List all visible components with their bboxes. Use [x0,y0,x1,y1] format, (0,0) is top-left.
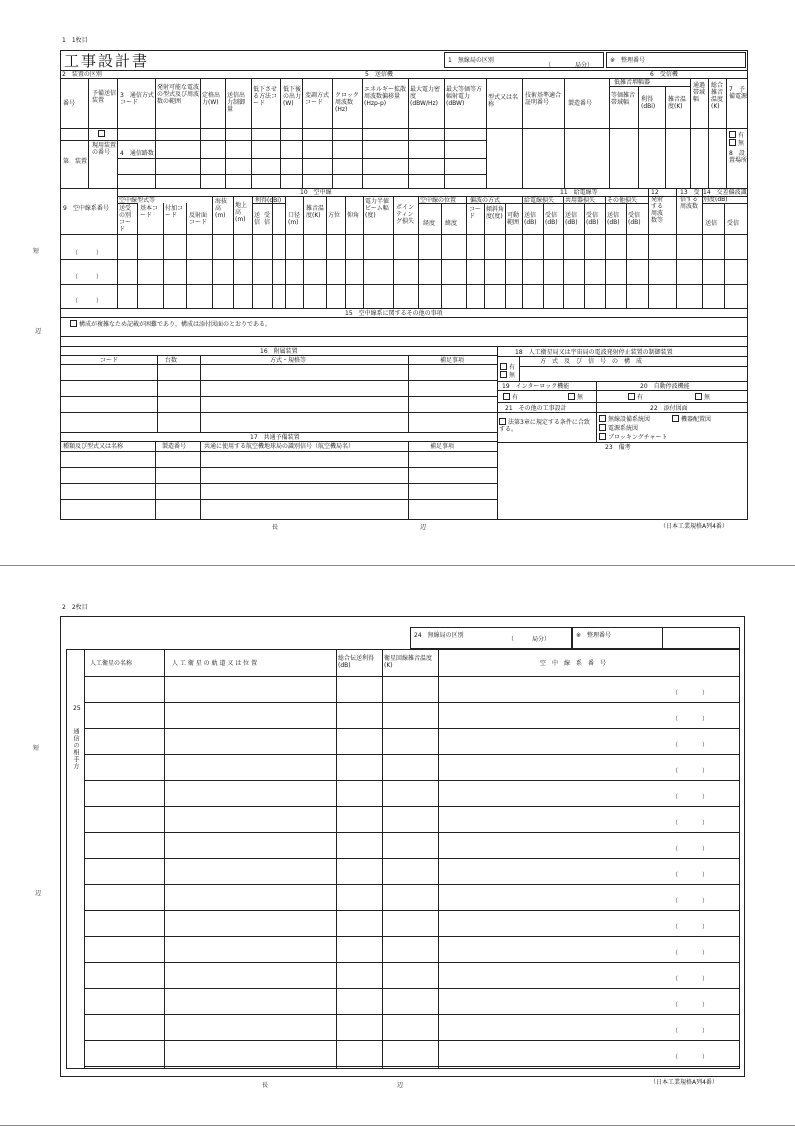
ant-dia: 口径(m) [288,212,301,226]
margin-short-2: 短 [33,745,40,752]
col17-kind: 種類及び型式又は名称 [63,443,124,450]
feed-loss: 給電線損失 [524,197,555,204]
col-ctrl: 送信出力制御量 [227,92,246,113]
pol-range: 可動範囲 [507,212,520,226]
sec19-yes[interactable]: 有 [503,393,518,401]
col-12: 12 発射する周波数等 [651,189,665,224]
row-line [84,988,740,989]
ant-tx: 送信 [254,212,261,226]
row-line [84,858,740,859]
col-noise: 衛星回線雑音温度(K) [384,655,433,669]
sec22-label: 22 添付図面 [650,405,688,412]
sec19-no[interactable]: 無 [568,393,583,401]
col-lower: 低下させる方法コード [253,86,278,107]
ant-no-paren: （ ） [672,820,709,827]
reg-no-label: ※ 整理番号 [610,57,646,64]
sec18-cols: 方 式 及 び 信 号 の 構 成 [540,358,643,365]
col-rated: 定格出力(W) [202,92,221,106]
ant-rx: 受信 [264,212,271,226]
ant-no-paren: （ ） [672,976,709,983]
ant-no-paren: （ ） [672,1054,709,1061]
loss-tx-1: 送信(dB) [524,212,537,226]
ant-beam: 電力半値ビーム幅(度) [365,198,390,219]
sec25-table [66,649,740,1069]
row-line [84,702,740,703]
sec22-item-4[interactable]: ブロッキングチャート [599,433,668,441]
row-line [84,936,740,937]
col-clock: クロック周波数(Hz) [335,92,359,113]
ant-no-paren: （ ） [672,950,709,957]
sec18-label: 18 人工衛星局又は宇宙局の電波発射停止装置の制御装置 [515,349,673,356]
ant-refl: 反射面コード [189,212,208,226]
col-maxpow: 最大電力密度(dBW/Hz) [410,86,441,107]
ant-add: 付加コード [165,205,184,219]
col-pass-bw: 通過帯域幅 [693,82,706,103]
col-13: 13 受信する周波数 [680,189,700,210]
ant-no-paren: （ ） [672,846,709,853]
ant-no-paren: （ ） [672,1002,709,1009]
ant-row-1: （ ） [72,250,103,257]
sec25-num: 25 [73,705,81,712]
sec25-text: 通信の相手方 [72,728,79,770]
col-code: コード [100,357,119,364]
loss-rx-1: 受信(dB) [545,212,558,226]
sec22-item-1[interactable]: 無線設備系統図 [599,415,650,423]
ant-point: ポインティング損失 [396,204,415,225]
sec10-label: 10 空中線 [300,189,332,196]
row-line [84,884,740,885]
col-note: 補足事項 [440,357,465,364]
col17-sign: 共通に使用する航空機地球局の識別信号（航空機局名） [204,443,355,450]
margin-side2-2: 辺 [397,1082,404,1089]
page-title: 工事設計書 [64,52,150,70]
sec18-yes[interactable]: 有 [500,363,515,371]
margin-short-1: 短 [33,248,40,255]
loss-tx-3: 送信(dB) [607,212,620,226]
chk-no[interactable]: 無 [729,139,744,147]
ant-row-2: （ ） [72,274,103,281]
ant-no-paren: （ ） [672,872,709,879]
sheet-label-1: 1 1枚目 [62,37,88,44]
row-line [84,676,740,677]
ant-no-paren: （ ） [672,794,709,801]
col-energy: エネルギー拡散周波数偏移量(Hzp-p) [364,86,407,107]
sec22-item-3[interactable]: 電源系統図 [599,424,638,432]
col-noise-temp: 雑音温度(K) [668,96,687,110]
chk-yes[interactable]: 有 [729,131,744,139]
row-line [84,728,740,729]
col-cert: 技術基準適合証明番号 [525,92,562,106]
col-gain: 利得(dBi) [641,96,656,110]
sec20-label: 20 自動停波機能 [640,383,690,390]
sec11-label: 11 給電線等 [560,189,598,196]
margin-long-2: 長 [262,1082,269,1089]
pol-code: コード [469,206,482,220]
row-line [84,910,740,911]
loss-tx-2: 送信(dB) [565,212,578,226]
ant-no-paren: （ ） [672,742,709,749]
col-sat: 人工衛星の名称 [90,660,133,667]
ant-no-paren: （ ） [672,768,709,775]
footer-2: （日本工業規格A列4番） [650,1079,718,1086]
loss-rx-2: 受信(dB) [586,212,599,226]
col-yobi: 予備送信装置 [92,90,117,104]
margin-side-2: 辺 [35,890,42,897]
row-line [84,1014,740,1015]
margin-long-1: 長 [272,524,279,531]
col-7: 7 予備電源 [729,86,748,100]
ant-no-paren: （ ） [672,716,709,723]
other-loss: その他損失 [607,197,638,204]
ant-type-code: 送受の別コード [119,205,132,233]
col-gen-use: 現用装置の番号 [92,142,117,156]
col-sys-temp: 総合雑音温度(K) [711,82,724,110]
margin-side-1: 辺 [35,328,42,335]
ant-gain: 利得(dBi) [255,197,282,204]
ant-noise: 雑音温度(K) [306,205,325,219]
col17-serial: 製造番号 [162,443,187,450]
ant-no-paren: （ ） [672,690,709,697]
col-noise-bw: 等価雑音帯域幅 [611,92,636,106]
col-14: 14 交差偏波識別度(dB) [703,189,747,203]
ant-basic: 基本コード [140,205,159,219]
col-serial: 製造番号 [568,100,593,107]
col-range: 発射可能な電波の型式及び周波数の範囲 [157,84,200,105]
station-class-label: 1 無線局の区別 [448,57,494,64]
xpd-rx: 受信 [727,220,740,227]
sec16-label: 16 附属装置 [260,348,298,355]
footer-1: （日本工業規格A列4番） [660,523,728,530]
sec6-sub: 低雑音増幅器 [614,79,651,86]
col-9: 9 空中線系番号 [63,205,109,212]
col-ant: 空 中 線 系 番 号 [540,660,607,667]
ant-pos: 空中線の位置 [420,197,457,204]
row-line [84,754,740,755]
sec15-text[interactable]: 構成が複雑なため記載が困難であり，構成は添付図面のとおりである。 [70,320,271,328]
ant-no-paren: （ ） [672,924,709,931]
sec20-yes[interactable]: 有 [628,393,643,401]
ant-no-paren: （ ） [672,1028,709,1035]
col-no: 番号 [63,100,76,107]
loss-rx-3: 受信(dB) [628,212,641,226]
col-8: 8 設置場所 [729,150,748,164]
col-model: 型式又は名称 [488,94,519,108]
sec23-label: 23 備考 [605,444,631,451]
col-eirp: 最大等価等方輻射電力(dBW) [446,86,483,107]
ant-no-paren: （ ） [672,898,709,905]
col-mod: 変調方式コード [305,92,330,106]
ant-az: 方位 [328,212,341,219]
reg-no-label-2: ※ 整理番号 [576,632,612,639]
col-orbit: 人 工 衛 星 の 軌 道 又 は 位 置 [172,660,258,667]
station-class-label-2: 24 無線局の区別 [414,632,464,639]
sec20-no[interactable]: 無 [695,393,710,401]
sec5-label: 5 送信機 [365,71,393,78]
sec6-label: 6 受信機 [650,71,678,78]
ant-row-3: （ ） [72,298,103,305]
row-line [84,832,740,833]
sec22-item-2[interactable]: 機器配置図 [672,415,711,423]
sec2-label: 2 装置の区別 [62,71,102,78]
dup-loss: 共用器損失 [565,197,596,204]
row-line [84,806,740,807]
ant-height: 海抜高(m) [215,198,228,219]
station-class-paren: （ 局分） [545,62,594,69]
xpd-tx: 送信 [705,220,718,227]
ant-el: 仰角 [347,212,360,219]
pol-tilt: 傾斜角度(度) [486,206,505,220]
col-lowered: 低下後の出力(W) [283,86,302,107]
col-count: 台数 [165,357,178,364]
col17-note: 補足事項 [430,443,455,450]
sec17-label: 17 共通予備装置 [250,434,300,441]
sec21-text[interactable]: 法第3章に規定する条件に合致する。 [499,419,590,433]
ant-lat: 緯度 [445,220,458,227]
row-line [84,962,740,963]
row-line [84,1066,740,1067]
ant-type: 空中線型式等 [119,197,156,204]
ant-pol: 偏波の方式 [470,197,501,204]
col-spec: 方式・規格等 [270,357,307,364]
station-class-paren-2: （ 局分） [508,636,551,643]
row-line [84,780,740,781]
yobi-checkbox[interactable] [98,130,107,138]
col-tx-gain: 総合伝送利得(dB) [338,655,375,669]
dai-label: 第 装置 [63,158,88,165]
ant-lon: 経度 [423,220,436,227]
ant-above: 地上高(m) [235,202,248,223]
col-4: 4 通信路数 [120,150,154,157]
sec15-label: 15 空中線系に関するその他の事項 [345,310,443,317]
sheet-label-2: 2 2枚目 [62,604,88,611]
margin-side2-1: 辺 [420,524,427,531]
row-line [84,1040,740,1041]
sec18-no[interactable]: 無 [500,371,515,379]
sec19-label: 19 インターロック機能 [502,383,570,390]
sec21-label: 21 その他の工事設計 [505,405,567,412]
col-3: 3 通信方式コード [120,92,154,106]
